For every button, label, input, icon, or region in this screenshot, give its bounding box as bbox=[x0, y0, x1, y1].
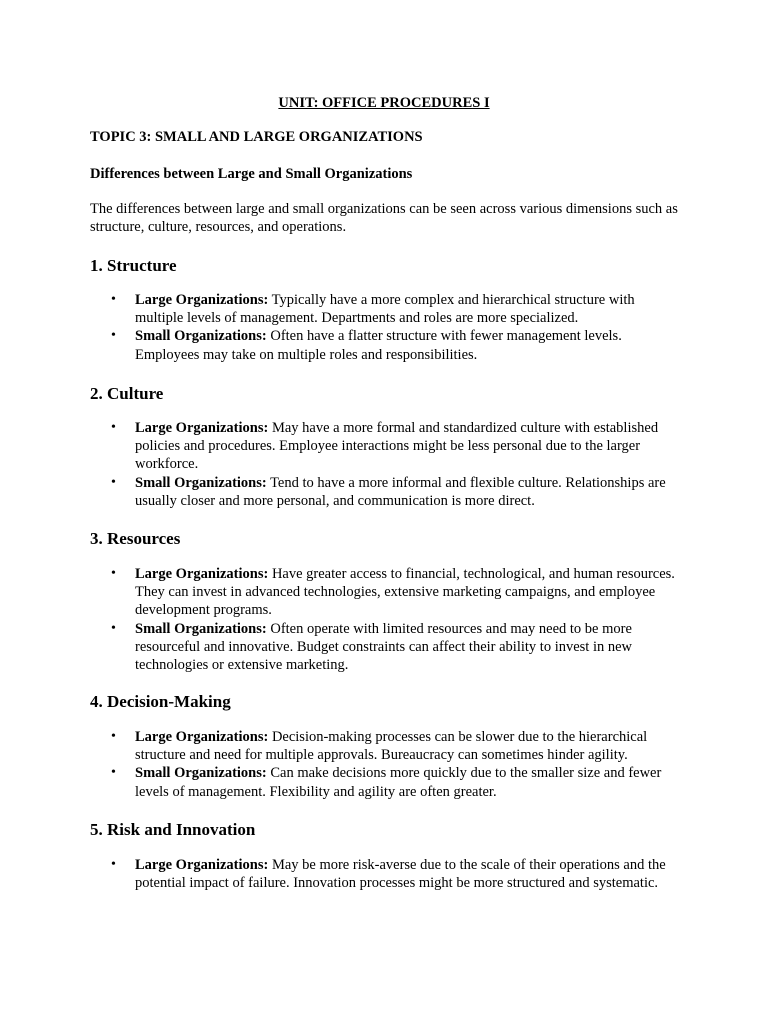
topic-title: TOPIC 3: SMALL AND LARGE ORGANIZATIONS bbox=[90, 129, 423, 145]
item-text: Often operate with limited resources and may need to be more resourceful and innovative. Budget constraints can affect their ability to invest in new technologies or extensive marketing. bbox=[135, 620, 633, 674]
item-text: Often have a flatter structure with fewer management levels. Employees may take on multiple roles and responsibilities. bbox=[135, 328, 622, 363]
list-item bbox=[90, 620, 680, 675]
item-label: Large Organizations: bbox=[135, 857, 269, 873]
item-text: May have a more formal and standardized culture with established policies and procedures. Employee interactions might be less personal due to the larger workforce. bbox=[135, 420, 659, 473]
list-item bbox=[90, 728, 680, 764]
list-item bbox=[90, 764, 680, 800]
list-item bbox=[90, 327, 680, 363]
list-item bbox=[90, 474, 680, 510]
bullet-icon: • bbox=[111, 620, 116, 636]
item-label: Large Organizations: bbox=[135, 729, 269, 745]
item-label: Small Organizations: bbox=[135, 620, 267, 637]
section-structure bbox=[90, 255, 680, 364]
item-text: Can make decisions more quickly due to the smaller size and fewer levels of management. Flexibility and agility are often greater. bbox=[135, 765, 662, 800]
section-heading: 3. Resources bbox=[90, 529, 181, 548]
item-text: May be more risk-averse due to the scale of their operations and the potential impact of failure. Innovation processes might be more structured and systematic. bbox=[135, 857, 666, 892]
bullet-list bbox=[90, 856, 680, 892]
section-subtitle: Differences between Large and Small Organizations bbox=[90, 166, 413, 182]
section-decision-making bbox=[90, 691, 680, 801]
bullet-icon: • bbox=[111, 857, 116, 872]
bullet-icon: • bbox=[111, 420, 116, 435]
section-risk-and-innovation bbox=[90, 819, 680, 892]
bullet-icon: • bbox=[111, 474, 116, 490]
list-item bbox=[90, 565, 680, 620]
unit-title: UNIT: OFFICE PROCEDURES I bbox=[278, 95, 490, 111]
item-label: Small Organizations: bbox=[135, 328, 267, 345]
intro-paragraph: The differences between large and small organizations can be seen across various dimensions such as structure, culture, resources, and operations. bbox=[90, 201, 678, 236]
item-label: Large Organizations: bbox=[135, 566, 269, 582]
list-item bbox=[90, 856, 680, 892]
list-item bbox=[90, 291, 680, 327]
section-heading: 4. Decision-Making bbox=[90, 692, 231, 711]
item-label: Small Organizations: bbox=[135, 765, 267, 782]
bullet-list bbox=[90, 291, 680, 364]
bullet-icon: • bbox=[111, 765, 116, 781]
bullet-list bbox=[90, 728, 680, 801]
item-label: Small Organizations: bbox=[135, 474, 267, 491]
item-label: Large Organizations: bbox=[135, 292, 269, 308]
item-text: Decision-making processes can be slower due to the hierarchical structure and need for multiple approvals. Bureaucracy can sometimes hinder agility. bbox=[135, 729, 648, 764]
item-text: Typically have a more complex and hierarchical structure with multiple levels of management. Departments and roles are more specialized. bbox=[135, 292, 635, 327]
item-text: Tend to have a more informal and flexible culture. Relationships are usually closer and more personal, and communication is more direct. bbox=[135, 474, 666, 509]
item-text: Have greater access to financial, technological, and human resources. They can invest in advanced technologies, extensive marketing campaigns, and employee development programs. bbox=[135, 566, 675, 619]
bullet-icon: • bbox=[111, 566, 116, 581]
section-resources bbox=[90, 528, 680, 674]
bullet-icon: • bbox=[111, 729, 116, 744]
section-heading: 2. Culture bbox=[90, 384, 164, 403]
bullet-icon: • bbox=[111, 328, 116, 344]
section-heading: 1. Structure bbox=[90, 256, 177, 275]
bullet-list bbox=[90, 419, 680, 510]
bullet-list bbox=[90, 565, 680, 674]
bullet-icon: • bbox=[111, 292, 116, 307]
list-item bbox=[90, 419, 680, 474]
section-culture bbox=[90, 383, 680, 510]
section-heading: 5. Risk and Innovation bbox=[90, 820, 256, 839]
item-label: Large Organizations: bbox=[135, 420, 269, 436]
